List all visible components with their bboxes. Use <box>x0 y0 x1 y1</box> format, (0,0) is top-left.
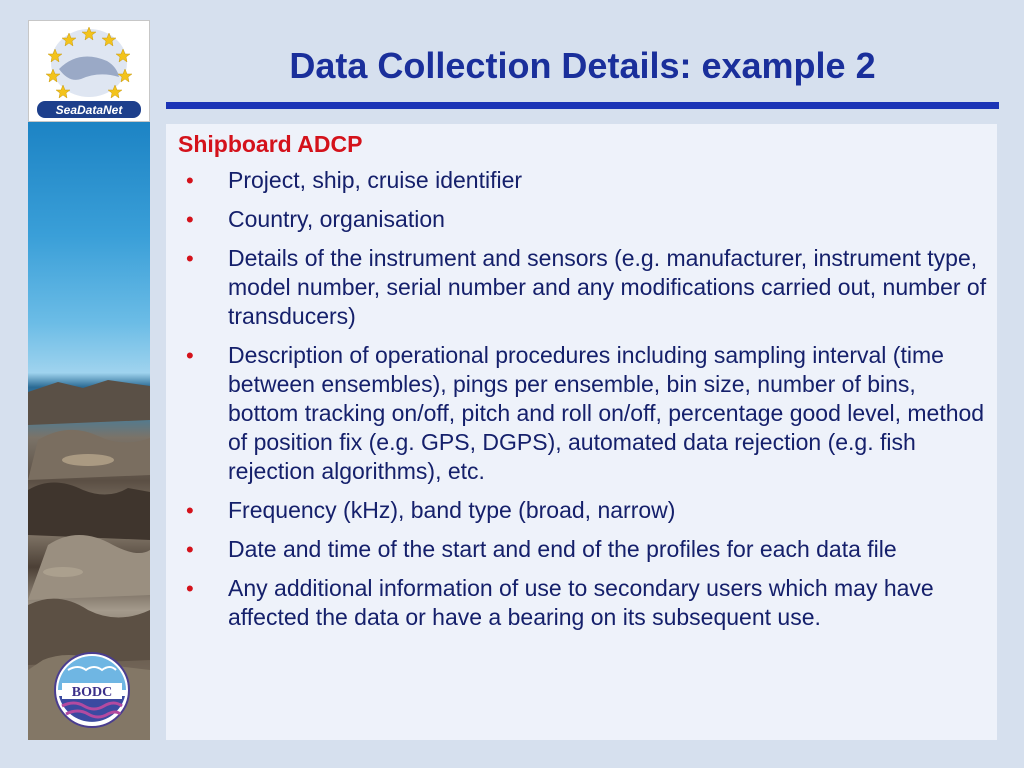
bullet-text: Country, organisation <box>228 206 445 232</box>
bodc-logo-icon <box>54 652 130 728</box>
bullet-text: Frequency (kHz), band type (broad, narrow) <box>228 497 676 523</box>
bodc-logo-text: BODC <box>71 685 113 700</box>
bullet-item <box>178 341 987 486</box>
slide-title: Data Collection Details: example 2 <box>289 45 876 86</box>
bullet-icon: • <box>186 207 194 232</box>
bullet-item <box>178 535 987 564</box>
bullet-item <box>178 496 987 525</box>
bullet-icon: • <box>186 246 194 271</box>
bullet-icon: • <box>186 498 194 523</box>
coastal-rocks-image <box>28 20 150 740</box>
title-underline <box>166 102 999 109</box>
bullet-text: Details of the instrument and sensors (e.g. manufacturer, instrument type, model number, serial number and any modifications carried out, number of transducers) <box>228 245 987 329</box>
bullet-text: Any additional information of use to secondary users which may have affected the data or have a bearing on its subsequent use. <box>228 575 934 630</box>
bullet-list <box>178 166 987 632</box>
bullet-icon: • <box>186 537 194 562</box>
bullet-icon: • <box>186 343 194 368</box>
content-panel <box>166 124 997 740</box>
coastline-photo-strip <box>28 20 150 740</box>
bullet-text: Date and time of the start and end of the profiles for each data file <box>228 536 897 562</box>
bullet-item <box>178 166 987 195</box>
bullet-item <box>178 244 987 331</box>
bullet-item <box>178 205 987 234</box>
bullet-item <box>178 574 987 632</box>
seadatanet-logo-text: SeaDataNet <box>55 103 123 117</box>
bullet-text: Project, ship, cruise identifier <box>228 167 523 193</box>
bullet-icon: • <box>186 168 194 193</box>
seadatanet-logo-icon <box>29 21 149 121</box>
seadatanet-logo <box>28 20 150 122</box>
bullet-text: Description of operational procedures including sampling interval (time between ensembles), pings per ensemble, bin size, number of bins, bottom tracking on/off, pitch and roll on/off, percentage good level, method of position fix (e.g. GPS, DGPS), automated data rejection (e.g. fish rejection algorithms), etc. <box>228 342 985 484</box>
section-heading: Shipboard ADCP <box>178 131 363 157</box>
bullet-icon: • <box>186 576 194 601</box>
